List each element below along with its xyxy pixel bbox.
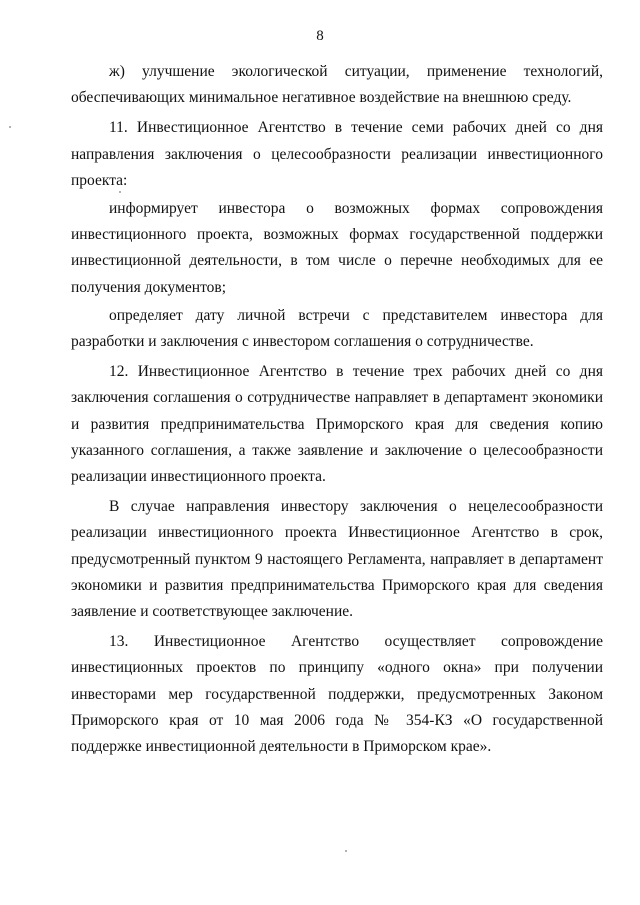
scan-speck xyxy=(119,191,121,193)
scan-speck xyxy=(345,850,347,852)
paragraph-13: 13. Инвестиционное Агентство осуществляет сопровождение инвестиционных проектов по принципу «одного окна» при получении инвесторами мер государственной поддержки, предусмотренных Законом Приморского края от 10 мая 2006 года № 354-КЗ «О государственной поддержке инвестиционной деятельности в Приморском крае». xyxy=(71,633,603,756)
page-number: 8 xyxy=(316,28,324,44)
paragraph-11: 11. Инвестиционное Агентство в течение семи рабочих дней со дня направления заключения о целесообразности реализации инвестиционного проекта: xyxy=(71,119,603,189)
paragraph-meeting-date: определяет дату личной встречи с представителем инвестора для разработки и заключения с инвестором соглашения о сотрудничестве. xyxy=(71,306,603,351)
paragraph-informs-investor: информирует инвестора о возможных формах сопровождения инвестиционного проекта, возможных формах государственной поддержки инвестиционной деятельности, в том числе о перечне необходимых для ее получения документов; xyxy=(71,200,603,296)
scan-speck xyxy=(9,126,11,128)
paragraph-inexpediency-case: В случае направления инвестору заключения о нецелесообразности реализации инвестиционного проекта Инвестиционное Агентство в срок, предусмотренный пунктом 9 настоящего Регламента, направляет в департамент экономики и развития предпринимательства Приморского края для сведения заявление и соответствующее заключение. xyxy=(71,498,603,621)
paragraph-12: 12. Инвестиционное Агентство в течение трех рабочих дней со дня заключения соглашения о сотрудничестве направляет в департамент экономики и развития предпринимательства Приморского края для сведения копию указанного соглашения, а также заявление и заключение о целесообразности реализации инвестиционного проекта. xyxy=(71,363,603,486)
paragraph-item-zh: ж) улучшение экологической ситуации, применение технологий, обеспечивающих минимальное негативное воздействие на внешнюю среду. xyxy=(71,63,603,107)
document-body xyxy=(71,59,603,764)
